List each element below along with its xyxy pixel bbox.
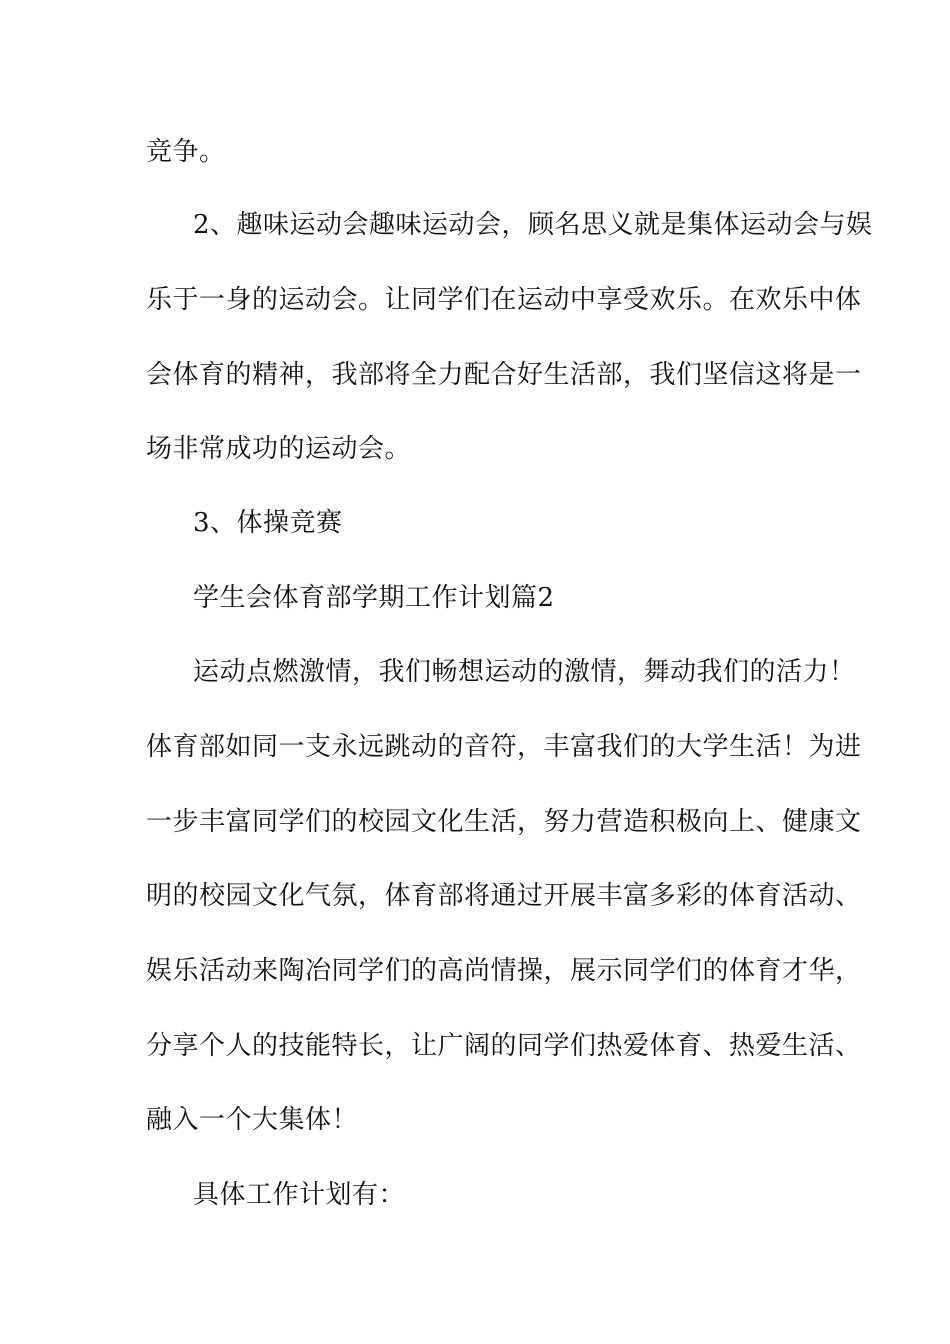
section-heading: 3、体操竞赛 [193, 508, 343, 538]
text-line: 明的校园文化气氛，体育部将通过开展丰富多彩的体育活动、 [146, 881, 862, 911]
text-line: 运动点燃激情，我们畅想运动的激情，舞动我们的活力！ [193, 657, 856, 687]
text-line: 具体工作计划有： [193, 1180, 406, 1210]
text-line: 分享个人的技能特长，让广阔的同学们热爱体育、热爱生活、 [146, 1031, 862, 1061]
section-title: 学生会体育部学期工作计划篇2 [193, 583, 555, 613]
text-line: 融入一个大集体！ [146, 1105, 359, 1135]
text-line: 竞争。 [146, 137, 226, 167]
text-line: 一步丰富同学们的校园文化生活，努力营造积极向上、健康文 [146, 807, 862, 837]
text-line: 乐于一身的运动会。让同学们在运动中享受欢乐。在欢乐中体 [146, 285, 862, 315]
text-line: 会体育的精神，我部将全力配合好生活部，我们坚信这将是一 [146, 360, 862, 390]
text-line: 场非常成功的运动会。 [146, 434, 412, 464]
text-line: 娱乐活动来陶冶同学们的高尚情操，展示同学们的体育才华， [146, 956, 862, 986]
text-line: 体育部如同一支永远跳动的音符，丰富我们的大学生活！为进 [146, 732, 862, 762]
text-line: 2、趣味运动会趣味运动会，顾名思义就是集体运动会与娱 [193, 210, 873, 240]
